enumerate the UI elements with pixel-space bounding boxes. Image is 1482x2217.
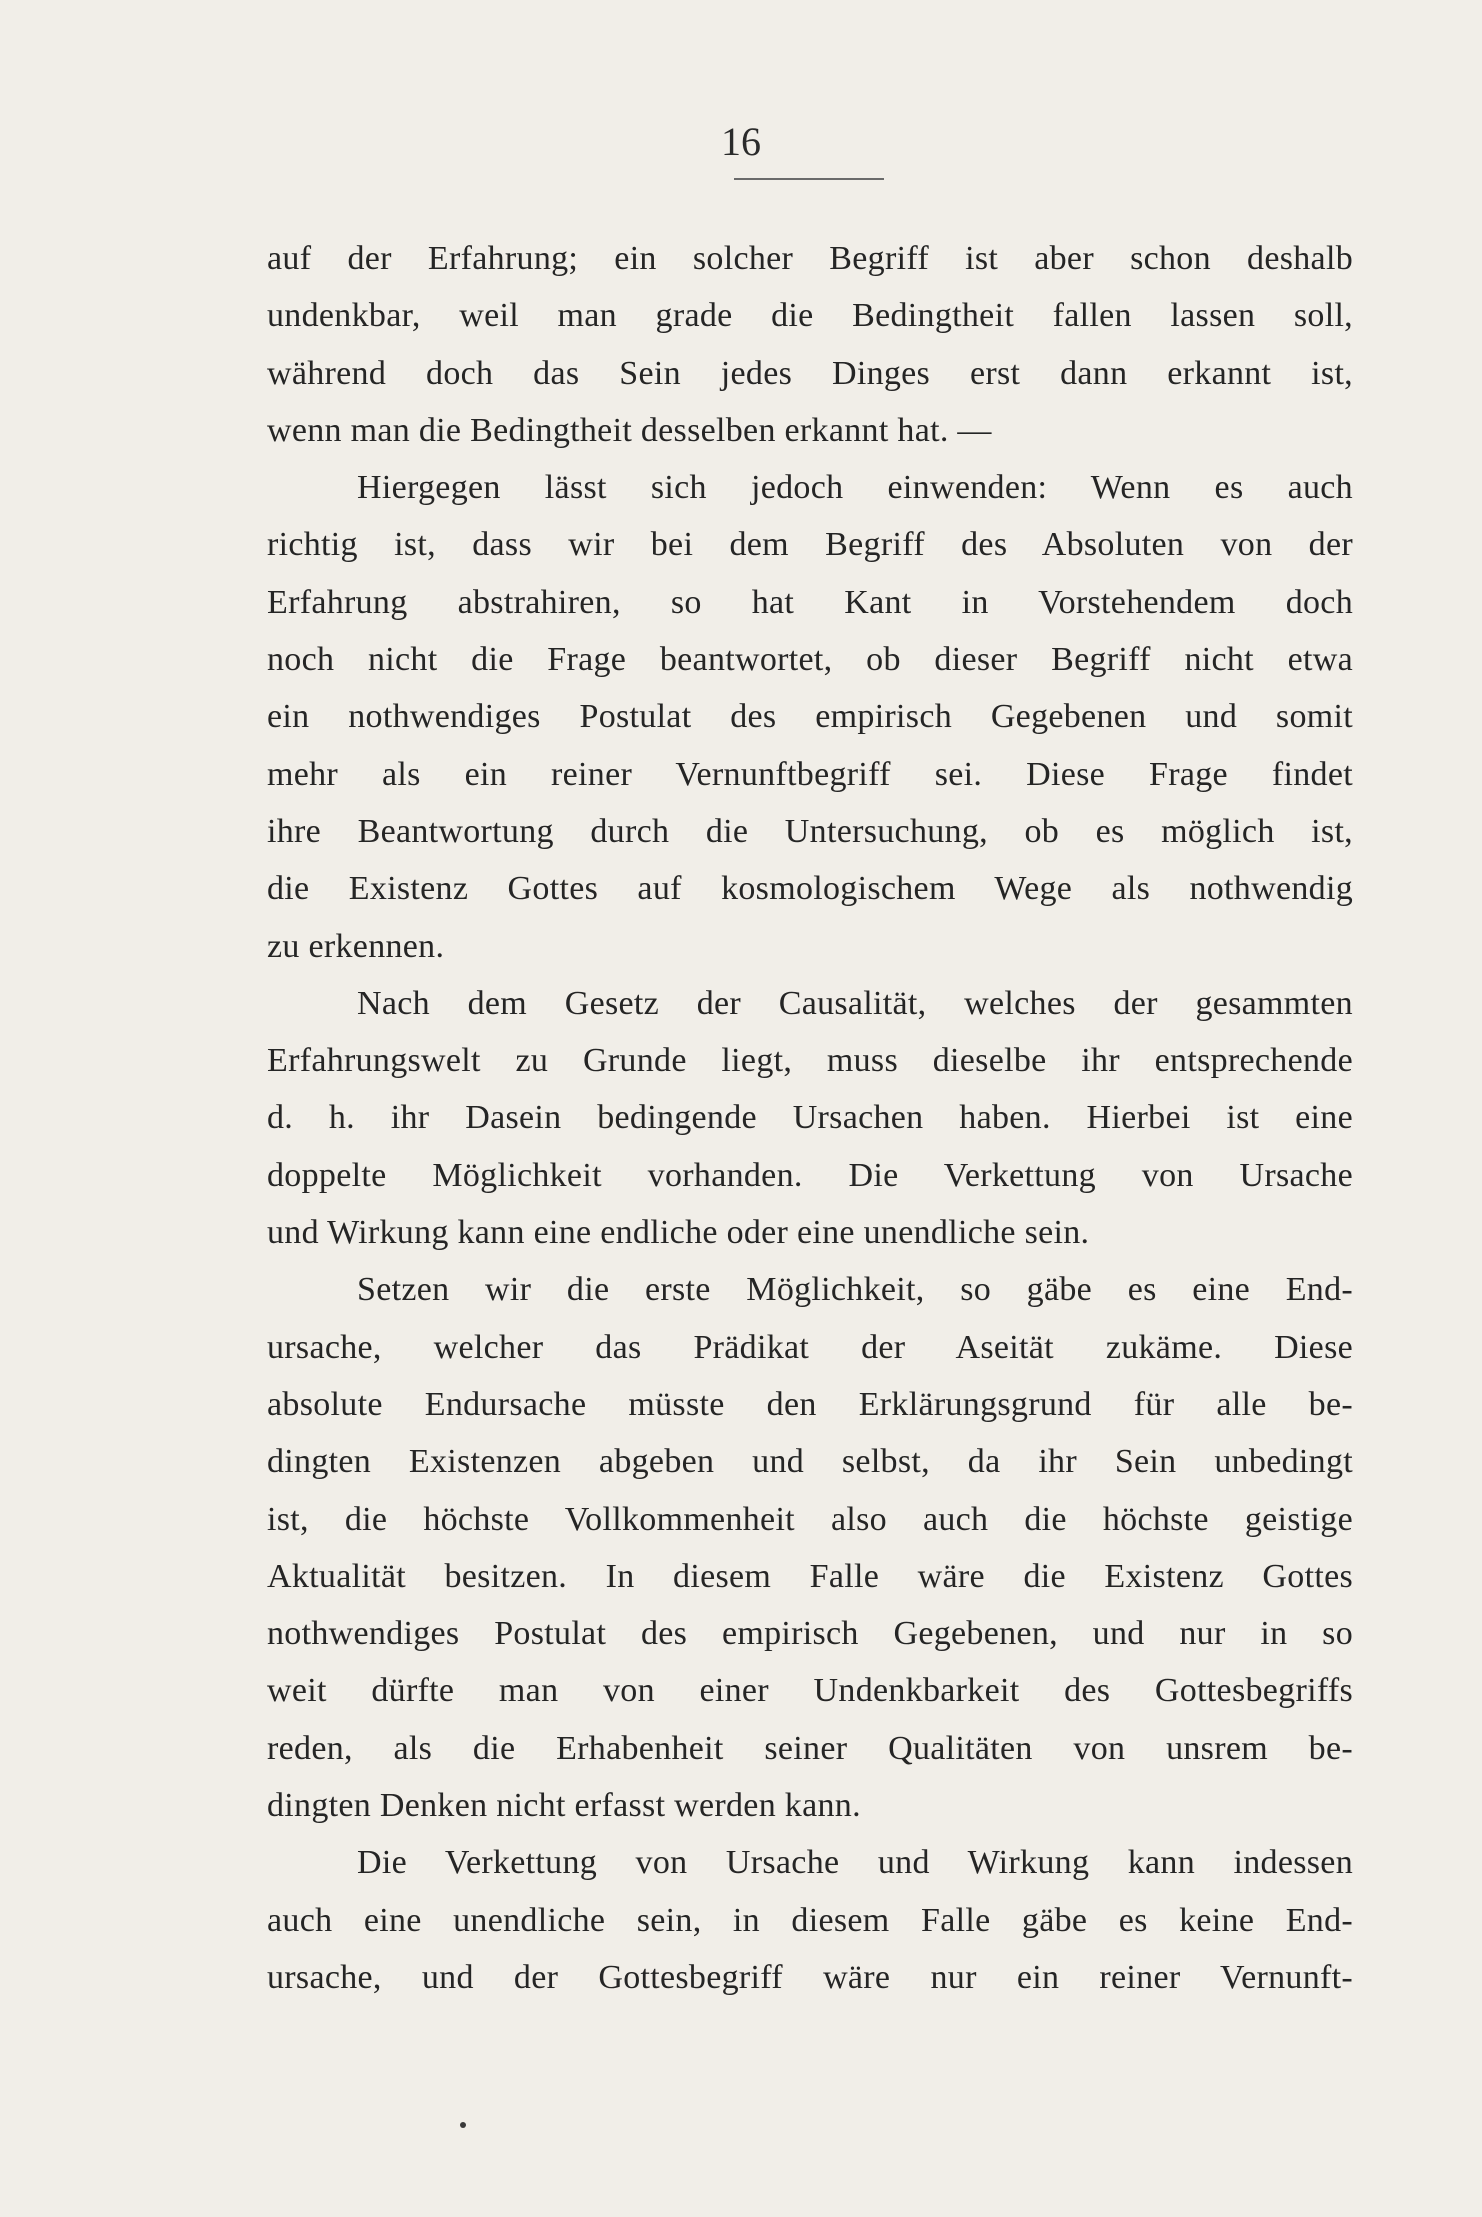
text-line: undenkbar, weil man grade die Bedingtheit fallen lassen soll, — [267, 297, 1353, 335]
text-line: Aktualität besitzen. In diesem Falle wäre die Existenz Gottes — [267, 1557, 1353, 1595]
paragraph — [267, 1834, 1353, 2006]
text-line: Erfahrungswelt zu Grunde liegt, muss dieselbe ihr entsprechende — [267, 1042, 1353, 1080]
text-line: weit dürfte man von einer Undenkbarkeit des Gottesbegriffs — [267, 1672, 1353, 1710]
text-line: Hiergegen lässt sich jedoch einwenden: Wenn es auch — [357, 469, 1353, 507]
paragraph — [267, 1261, 1353, 1834]
page-number: 16 — [721, 119, 761, 164]
body-text — [267, 230, 1353, 2006]
text-line: Die Verkettung von Ursache und Wirkung kann indessen — [357, 1844, 1353, 1882]
text-line: ursache, und der Gottesbegriff wäre nur ein reiner Vernunft- — [267, 1958, 1353, 1996]
paragraph — [267, 459, 1353, 975]
text-line: wenn man die Bedingtheit desselben erkannt hat. — — [267, 411, 992, 449]
text-line: richtig ist, dass wir bei dem Begriff des Absoluten von der — [267, 526, 1353, 564]
text-line: doppelte Möglichkeit vorhanden. Die Verkettung von Ursache — [267, 1156, 1353, 1194]
text-line: Nach dem Gesetz der Causalität, welches der gesammten — [357, 984, 1353, 1022]
text-line: dingten Denken nicht erfasst werden kann. — [267, 1787, 861, 1825]
text-line: ihre Beantwortung durch die Untersuchung, ob es möglich ist, — [267, 812, 1353, 850]
text-line: noch nicht die Frage beantwortet, ob dieser Begriff nicht etwa — [267, 641, 1353, 679]
text-line: zu erkennen. — [267, 927, 445, 965]
text-line: die Existenz Gottes auf kosmologischem Wege als nothwendig — [267, 870, 1353, 908]
text-line: ist, die höchste Vollkommenheit also auch die höchste geistige — [267, 1500, 1353, 1538]
text-line: reden, als die Erhabenheit seiner Qualitäten von unsrem be- — [267, 1729, 1353, 1767]
page-number-rule — [734, 178, 884, 180]
text-line: nothwendiges Postulat des empirisch Gegebenen, und nur in so — [267, 1615, 1353, 1653]
text-line: d. h. ihr Dasein bedingende Ursachen haben. Hierbei ist eine — [267, 1099, 1353, 1137]
paragraph — [267, 230, 1353, 459]
text-line: während doch das Sein jedes Dinges erst dann erkannt ist, — [267, 354, 1353, 392]
text-line: auch eine unendliche sein, in diesem Falle gäbe es keine End- — [267, 1901, 1353, 1939]
text-line: ein nothwendiges Postulat des empirisch Gegebenen und somit — [267, 698, 1353, 736]
text-line: dingten Existenzen abgeben und selbst, da ihr Sein unbedingt — [267, 1443, 1353, 1481]
text-line: ursache, welcher das Prädikat der Aseität zukäme. Diese — [267, 1328, 1353, 1366]
text-line: auf der Erfahrung; ein solcher Begriff ist aber schon deshalb — [267, 240, 1353, 277]
text-line: mehr als ein reiner Vernunftbegriff sei. Diese Frage findet — [267, 755, 1353, 793]
print-speck — [460, 2122, 466, 2128]
text-line: Setzen wir die erste Möglichkeit, so gäbe es eine End- — [357, 1271, 1353, 1309]
text-line: Erfahrung abstrahiren, so hat Kant in Vorstehendem doch — [267, 583, 1353, 621]
text-line: absolute Endursache müsste den Erklärungsgrund für alle be- — [267, 1385, 1353, 1423]
paragraph — [267, 975, 1353, 1261]
text-line: und Wirkung kann eine endliche oder eine unendliche sein. — [267, 1214, 1090, 1252]
